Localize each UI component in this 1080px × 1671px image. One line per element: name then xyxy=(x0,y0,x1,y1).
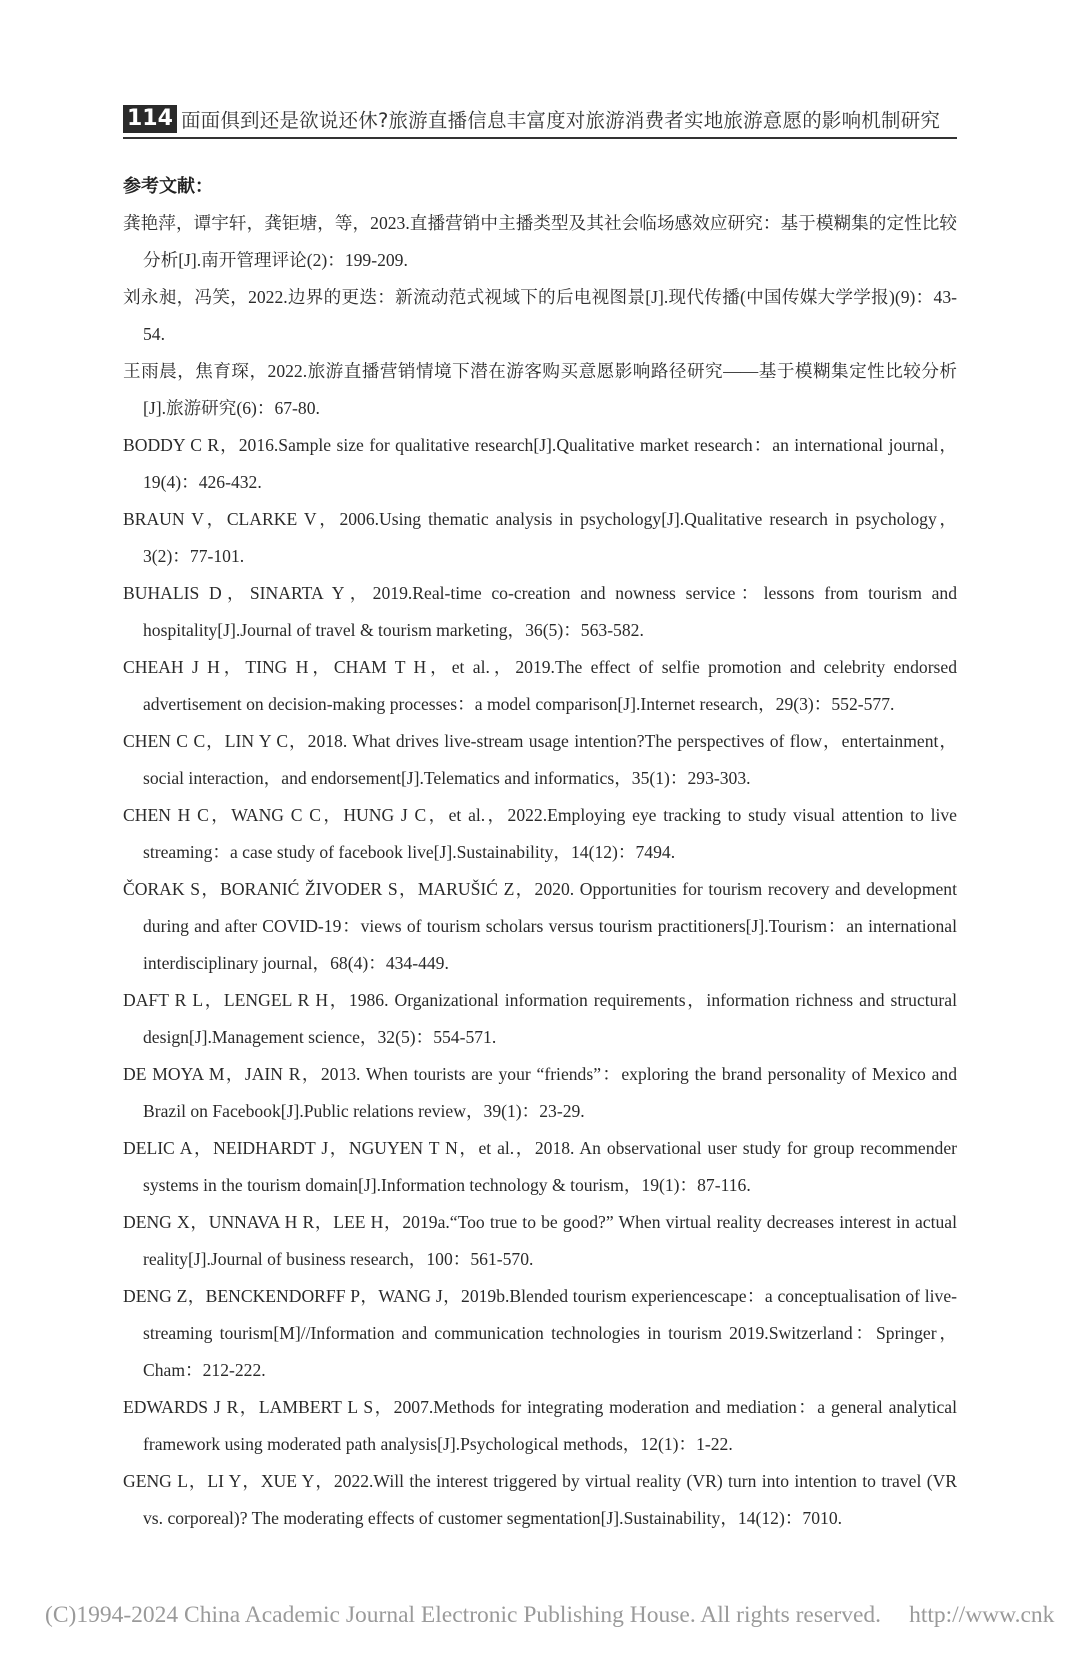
reference-item: GENG L，LI Y，XUE Y，2022.Will the interest triggered by virtual reality (VR) turn into intention to travel (VR vs. corporeal)? The moderating effects of customer segmentation[J].Sustainability，14(12)：7010. xyxy=(123,1471,957,1528)
copyright-text: (C)1994-2024 China Academic Journal Electronic Publishing House. All rights reserved. xyxy=(45,1602,882,1628)
reference-item: CHEN H C，WANG C C，HUNG J C，et al.，2022.Employing eye tracking to study visual attention to live streaming：a case study of facebook live[J].Sustainability，14(12)：7494. xyxy=(123,805,957,862)
reference-item: 龚艳萍，谭宇轩，龚钜塘，等，2023.直播营销中主播类型及其社会临场感效应研究：基于模糊集的定性比较分析[J].南开管理评论(2)：199-209. xyxy=(123,213,957,270)
reference-item: DELIC A，NEIDHARDT J，NGUYEN T N，et al.，2018. An observational user study for group recommender systems in the tourism domain[J].Information technology & tourism，19(1)：87-116. xyxy=(123,1138,957,1195)
reference-item: EDWARDS J R，LAMBERT L S，2007.Methods for integrating moderation and mediation：a general analytical framework using moderated path analysis[J].Psychological methods，12(1)：1-22. xyxy=(123,1397,957,1454)
header-rule xyxy=(123,137,957,139)
running-title: 面面俱到还是欲说还休?旅游直播信息丰富度对旅游消费者实地旅游意愿的影响机制研究 xyxy=(180,109,941,132)
reference-item: BRAUN V，CLARKE V，2006.Using thematic analysis in psychology[J].Qualitative research in psychology，3(2)：77-101. xyxy=(123,509,957,566)
reference-item: BODDY C R，2016.Sample size for qualitative research[J].Qualitative market research：an international journal，19(4)：426-432. xyxy=(123,435,957,492)
references-heading: 参考文献： xyxy=(123,176,213,197)
running-header xyxy=(123,104,957,134)
reference-item: 刘永昶，冯笑，2022.边界的更迭：新流动范式视域下的后电视图景[J].现代传播(中国传媒大学学报)(9)：43-54. xyxy=(123,287,957,344)
page-number: 114 xyxy=(123,105,177,133)
reference-item: DAFT R L，LENGEL R H，1986. Organizational information requirements，information richness and structural design[J].Management science，32(5)：554-571. xyxy=(123,990,957,1047)
reference-item: DE MOYA M，JAIN R，2013. When tourists are your “friends”：exploring the brand personality of Mexico and Brazil on Facebook[J].Public relations review，39(1)：23-29. xyxy=(123,1064,957,1121)
reference-item: 王雨晨，焦育琛，2022.旅游直播营销情境下潜在游客购买意愿影响路径研究——基于模糊集定性比较分析[J].旅游研究(6)：67-80. xyxy=(123,361,957,418)
reference-item: CHEN C C，LIN Y C，2018. What drives live-stream usage intention?The perspectives of flow，entertainment，social interaction，and endorsement[J].Telematics and informatics，35(1)：293-303. xyxy=(123,731,957,788)
reference-item: CHEAH J H，TING H，CHAM T H，et al.，2019.The effect of selfie promotion and celebrity endorsed advertisement on decision-making processes：a model comparison[J].Internet research，29(3)：552-577. xyxy=(123,657,957,714)
footer-url: http://www.cnk xyxy=(909,1602,1055,1628)
reference-item: DENG Z，BENCKENDORFF P，WANG J，2019b.Blended tourism experiencescape：a conceptualisation of live-streaming tourism[M]//Information and communication technologies in tourism 2019.Switzerland：Springer，Cham：212-222. xyxy=(123,1286,957,1380)
reference-item: BUHALIS D，SINARTA Y，2019.Real-time co-creation and nowness service：lessons from tourism and hospitality[J].Journal of travel & tourism marketing，36(5)：563-582. xyxy=(123,583,957,640)
reference-item: ČORAK S，BORANIĆ ŽIVODER S，MARUŠIĆ Z，2020. Opportunities for tourism recovery and development during and after COVID-19：views of tourism scholars versus tourism practitioners[J].Tourism：an international interdisciplinary journal，68(4)：434-449. xyxy=(123,879,957,973)
reference-list xyxy=(123,205,957,1537)
copyright-footer xyxy=(45,1602,1080,1629)
reference-item: DENG X，UNNAVA H R，LEE H，2019a.“Too true to be good?” When virtual reality decreases interest in actual reality[J].Journal of business research，100：561-570. xyxy=(123,1212,957,1269)
